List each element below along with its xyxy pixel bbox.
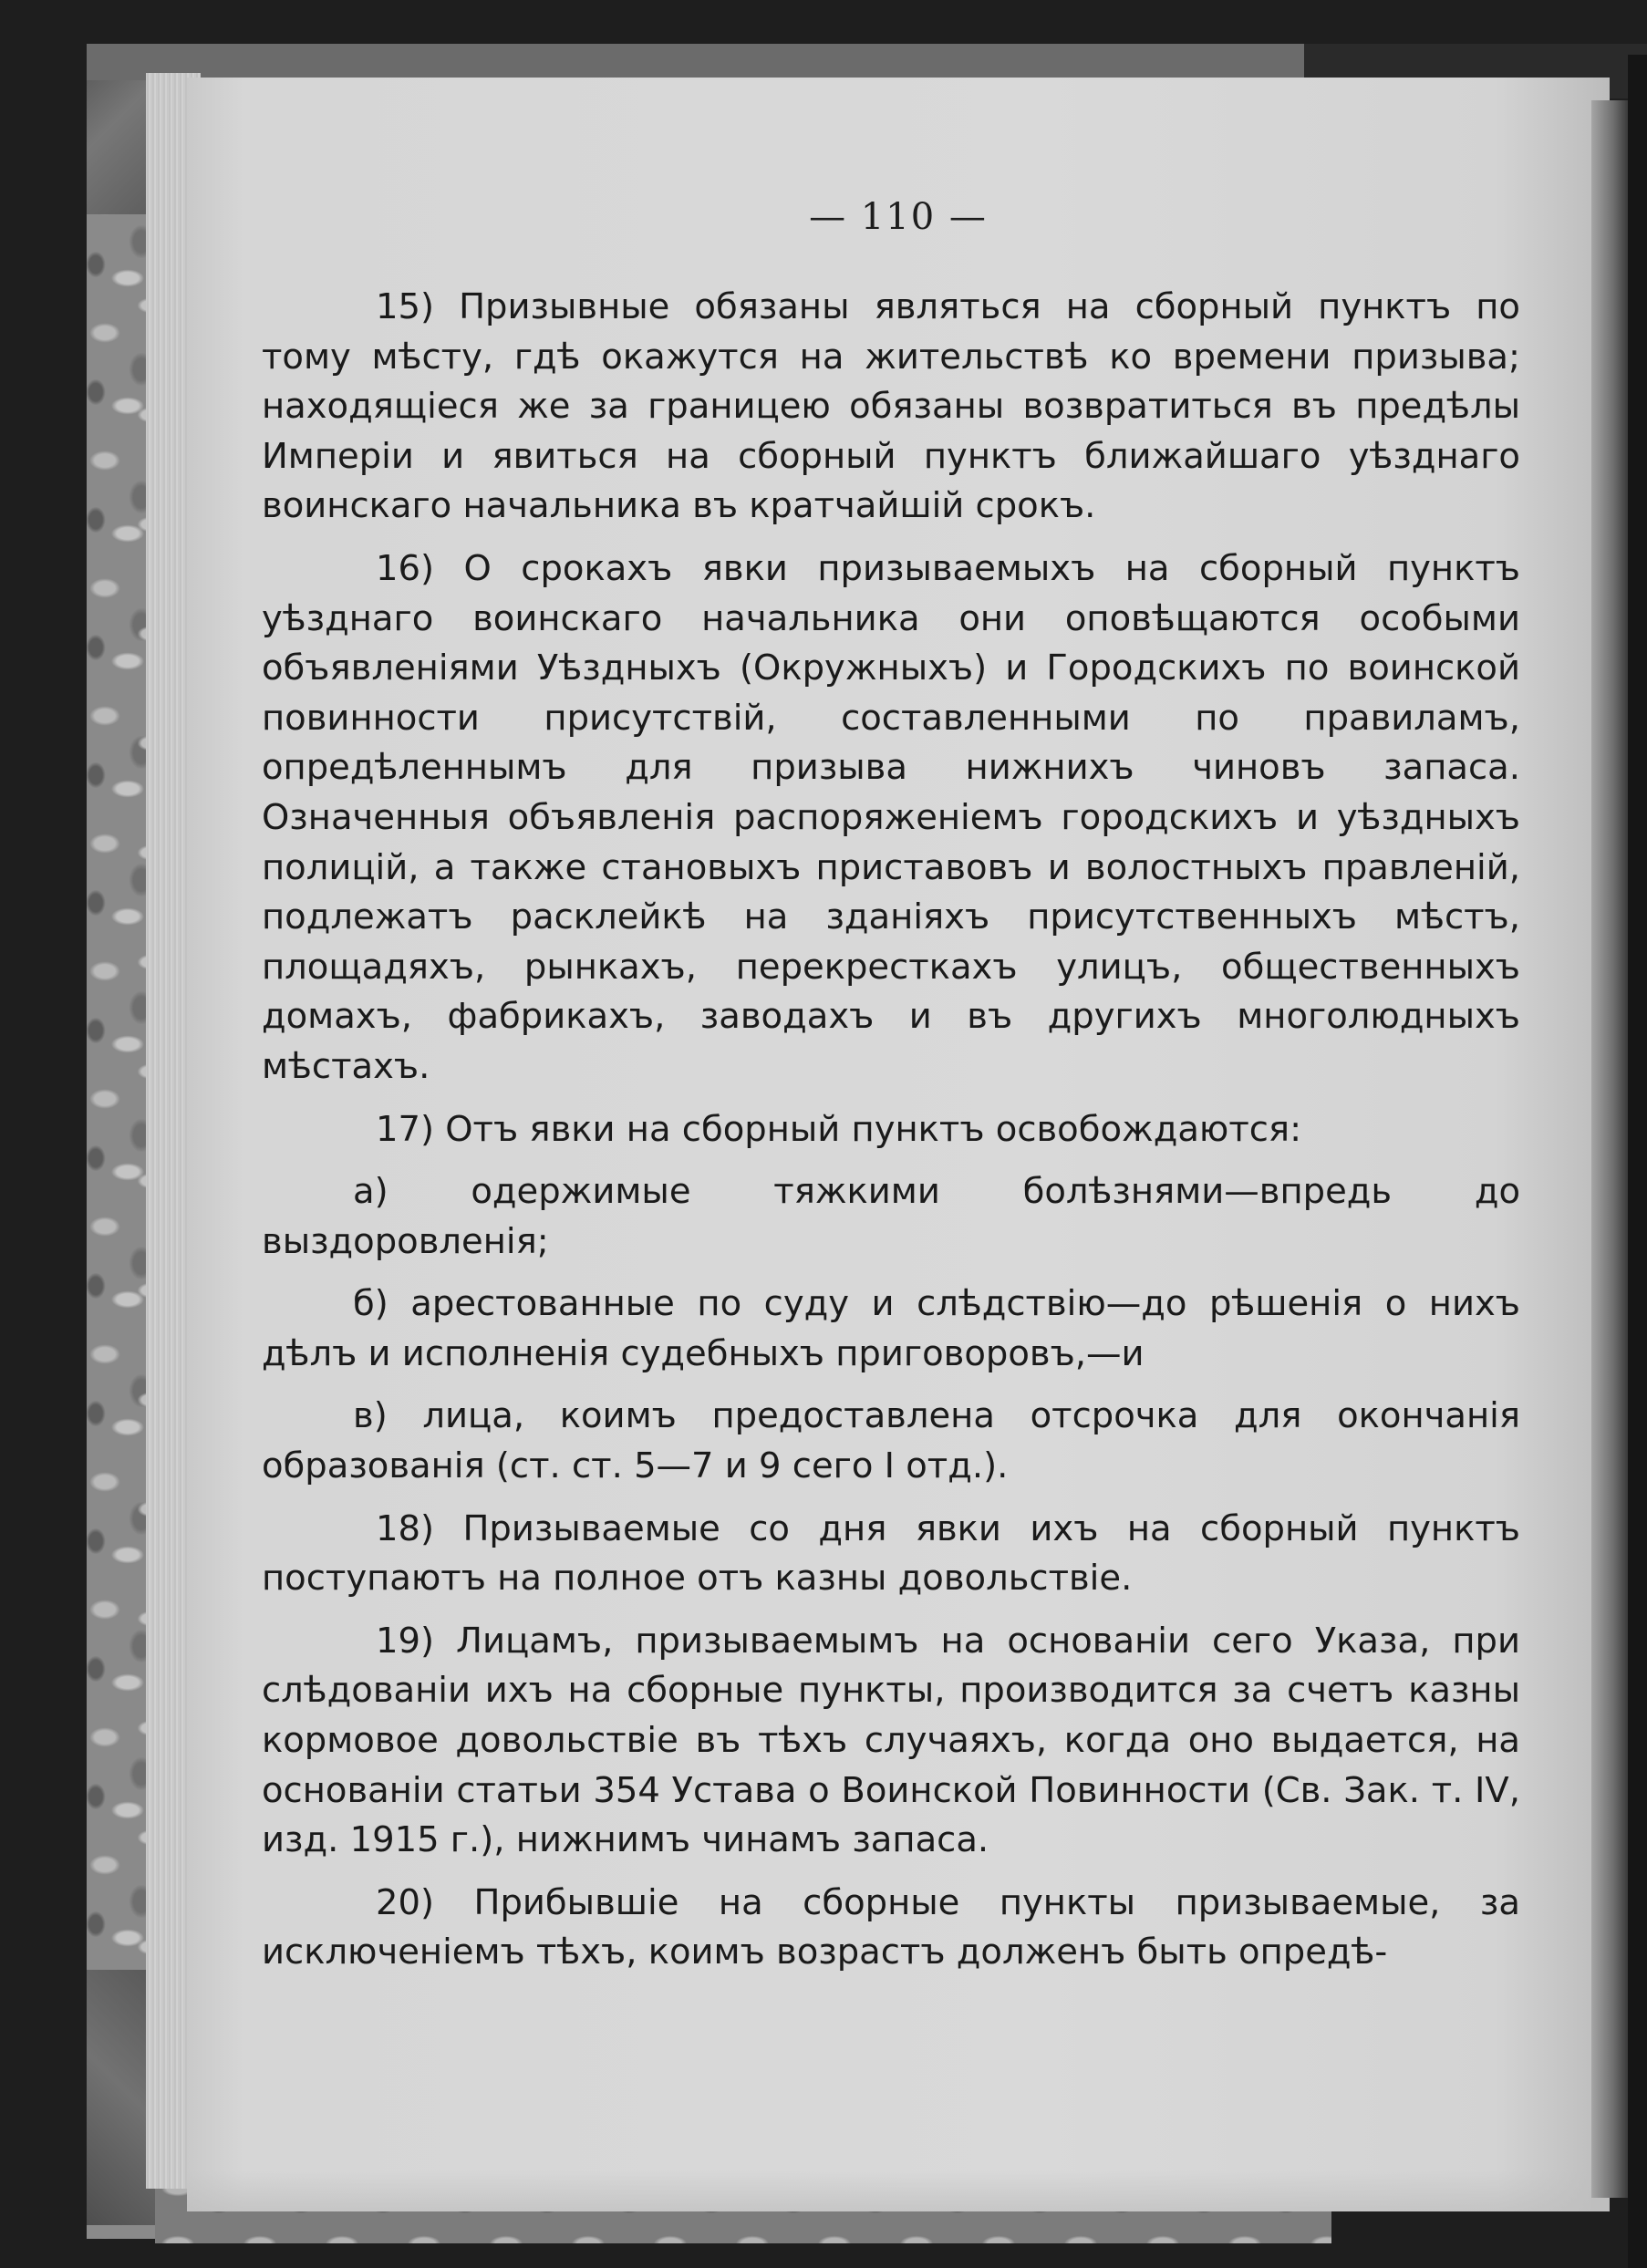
paragraph-15: 15) Призывные обязаны являться на сборный пунктъ по тому мѣсту, гдѣ окажутся на жительствѣ ко времени призыва; находящіеся же за границею обязаны возвратиться въ предѣлы Имперіи и явиться на сборный пунктъ ближайшаго уѣзднаго воинскаго начальника въ кратчайшій срокъ. xyxy=(262,286,1520,527)
book-page xyxy=(187,78,1610,2211)
paragraph-17: 17) Отъ явки на сборный пунктъ освобождаются: xyxy=(376,1108,1302,1150)
paragraph-20: 20) Прибывшіе на сборные пункты призываемые, за исключеніемъ тѣхъ, коимъ возрастъ долженъ быть опредѣ- xyxy=(262,1881,1520,1973)
scan-background-right xyxy=(1628,55,1647,2268)
paragraph-19: 19) Лицамъ, призываемымъ на основаніи сего Указа, при слѣдованіи ихъ на сборные пункты, производится за счетъ казны кормовое довольствіе въ тѣхъ случаяхъ, когда оно выдается, на основаніи статьи 354 Устава о Воинской Повинности (Св. Зак. т. IV, изд. 1915 г.), нижнимъ чинамъ запаса. xyxy=(262,1620,1520,1861)
page-number: — 110 — xyxy=(809,196,988,238)
page-bottom-cutoff xyxy=(187,2170,1610,2211)
page-body xyxy=(262,283,1520,1991)
page-gutter-shadow xyxy=(1591,100,1628,2198)
paragraph-17-a: а) одержимые тяжкими болѣзнями—впредь до выздоровленія; xyxy=(262,1171,1520,1262)
paragraph-17-c: в) лица, коимъ предоставлена отсрочка для окончанія образованія (ст. ст. 5—7 и 9 сего I отд.). xyxy=(262,1395,1520,1487)
paragraph-17-b: б) арестованные по суду и слѣдствію—до рѣшенія о нихъ дѣлъ и исполненія судебныхъ приговоровъ,—и xyxy=(262,1283,1520,1374)
paragraph-18: 18) Призываемые со дня явки ихъ на сборный пунктъ поступаютъ на полное отъ казны довольствіе. xyxy=(262,1507,1520,1600)
paragraph-16: 16) О срокахъ явки призываемыхъ на сборный пунктъ уѣзднаго воинскаго начальника они оповѣщаются особыми объявленіями Уѣздныхъ (Окружныхъ) и Городскихъ по воинской повинности присутствій, составленными по правиламъ, опредѣленнымъ для призыва нижнихъ чиновъ запаса. Означенныя объявленія распоряженіемъ городскихъ и уѣздныхъ полицій, а также становыхъ приставовъ и волостныхъ правленій, подлежатъ расклейкѣ на зданіяхъ присутственныхъ мѣстъ, площадяхъ, рынкахъ, перекресткахъ улицъ, общественныхъ домахъ, фабрикахъ, заводахъ и въ другихъ многолюдныхъ мѣстахъ. xyxy=(262,547,1520,1087)
